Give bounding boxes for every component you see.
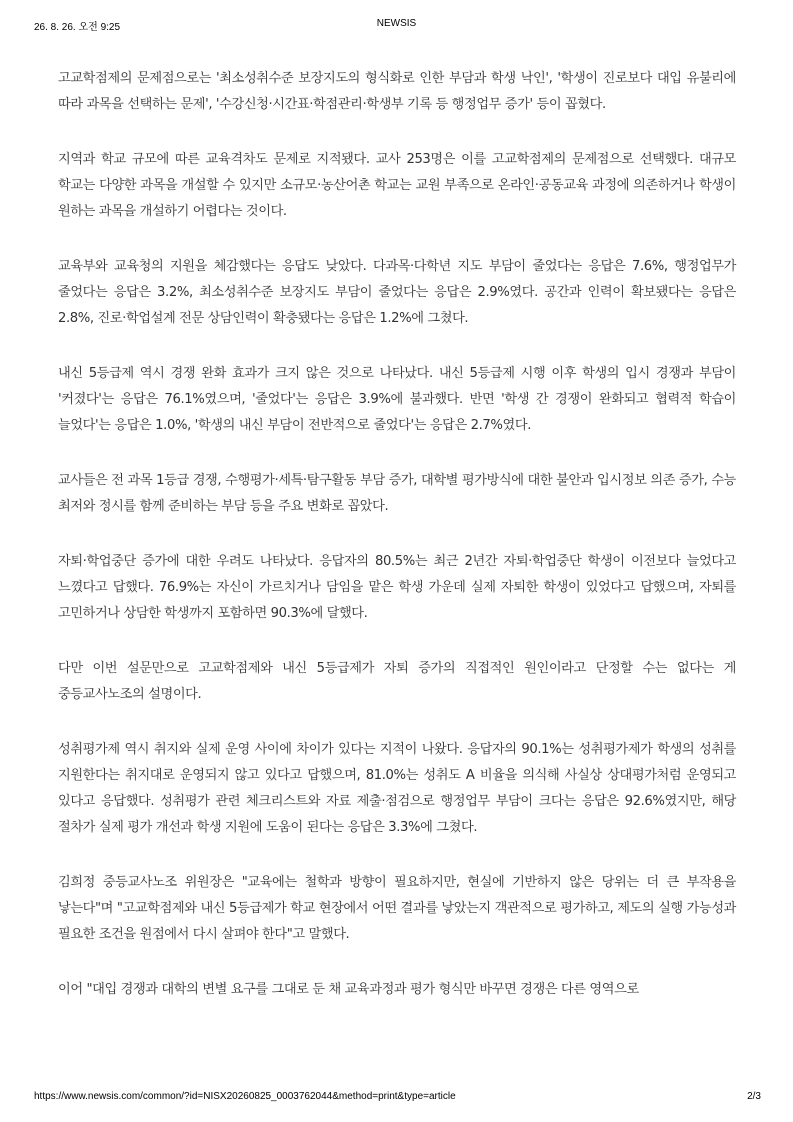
article-paragraph: 이어 "대입 경쟁과 대학의 변별 요구를 그대로 둔 채 교육과정과 평가 형식만 바꾸면 경쟁은 다른 영역으로 [58,982,639,997]
page-number: 2/3 [747,1091,761,1102]
article-paragraph: 교육부와 교육청의 지원을 체감했다는 응답도 낮았다. 다과목·다학년 지도 부담이 줄었다는 응답은 7.6%, 행정업무가 줄었다는 응답은 3.2%, 최소성취수준 보장지도 부담이 줄었다는 응답은 2.9%였다. 공간과 인력이 확보됐다는 응답은 2.8%, 진로·학업설계 전문 상담인력이 확충됐다는 응답은 1.2%에 그쳤다. [58,259,736,326]
print-header [0,18,793,34]
article-paragraph: 내신 5등급제 역시 경쟁 완화 효과가 크지 않은 것으로 나타났다. 내신 5등급제 시행 이후 학생의 입시 경쟁과 부담이 '커졌다'는 응답은 76.1%였으며, '줄었다'는 응답은 3.9%에 불과했다. 반면 '학생 간 경쟁이 완화되고 협력적 학습이 늘었다'는 응답은 1.0%, '학생의 내신 부담이 전반적으로 줄었다'는 응답은 2.7%였다. [58,366,736,433]
article-paragraph: 다만 이번 설문만으로 고교학점제와 내신 5등급제가 자퇴 증가의 직접적인 원인이라고 단정할 수는 없다는 게 중등교사노조의 설명이다. [58,661,736,702]
print-footer [0,1091,793,1107]
site-name: NEWSIS [376,18,417,29]
article-paragraph: 지역과 학교 규모에 따른 교육격차도 문제로 지적됐다. 교사 253명은 이를 고교학점제의 문제점으로 선택했다. 대규모 학교는 다양한 과목을 개설할 수 있지만 소규모·농산어촌 학교는 교원 부족으로 온라인·공동교육 과정에 의존하거나 학생이 원하는 과목을 개설하기 어렵다는 것이다. [58,152,736,219]
article-body [58,66,736,1032]
article-paragraph: 고교학점제의 문제점으로는 '최소성취수준 보장지도의 형식화로 인한 부담과 학생 낙인', '학생이 진로보다 대입 유불리에 따라 과목을 선택하는 문제', '수강신청·시간표·학점관리·학생부 기록 등 행정업무 증가' 등이 꼽혔다. [58,71,736,112]
article-paragraph: 김희정 중등교사노조 위원장은 "교육에는 철학과 방향이 필요하지만, 현실에 기반하지 않은 당위는 더 큰 부작용을 낳는다"며 "고교학점제와 내신 5등급제가 학교 현장에서 어떤 결과를 낳았는지 객관적으로 평가하고, 제도의 실행 가능성과 필요한 조건을 원점에서 다시 살펴야 한다"고 말했다. [58,875,736,942]
article-paragraph: 성취평가제 역시 취지와 실제 운영 사이에 차이가 있다는 지적이 나왔다. 응답자의 90.1%는 성취평가제가 학생의 성취를 지원한다는 취지대로 운영되지 않고 있다고 답했으며, 81.0%는 성취도 A 비율을 의식해 사실상 상대평가처럼 운영되고 있다고 응답했다. 성취평가 관련 체크리스트와 자료 제출·점검으로 행정업무 부담이 크다는 응답은 92.6%였지만, 해당 절차가 실제 평가 개선과 학생 지원에 도움이 된다는 응답은 3.3%에 그쳤다. [58,742,736,835]
print-date: 26. 8. 26. 오전 9:25 [34,22,121,33]
page-url: https://www.newsis.com/common/?id=NISX20260825_0003762044&method=print&type=article [34,1091,456,1102]
article-paragraph: 교사들은 전 과목 1등급 경쟁, 수행평가·세특·탐구활동 부담 증가, 대학별 평가방식에 대한 불안과 입시정보 의존 증가, 수능 최저와 정시를 함께 준비하는 부담 등을 주요 변화로 꼽았다. [58,473,736,514]
article-paragraph: 자퇴·학업중단 증가에 대한 우려도 나타났다. 응답자의 80.5%는 최근 2년간 자퇴·학업중단 학생이 이전보다 늘었다고 느꼈다고 답했다. 76.9%는 자신이 가르치거나 담임을 맡은 학생 가운데 실제 자퇴한 학생이 있었다고 답했으며, 자퇴를 고민하거나 상담한 학생까지 포함하면 90.3%에 달했다. [58,554,736,621]
